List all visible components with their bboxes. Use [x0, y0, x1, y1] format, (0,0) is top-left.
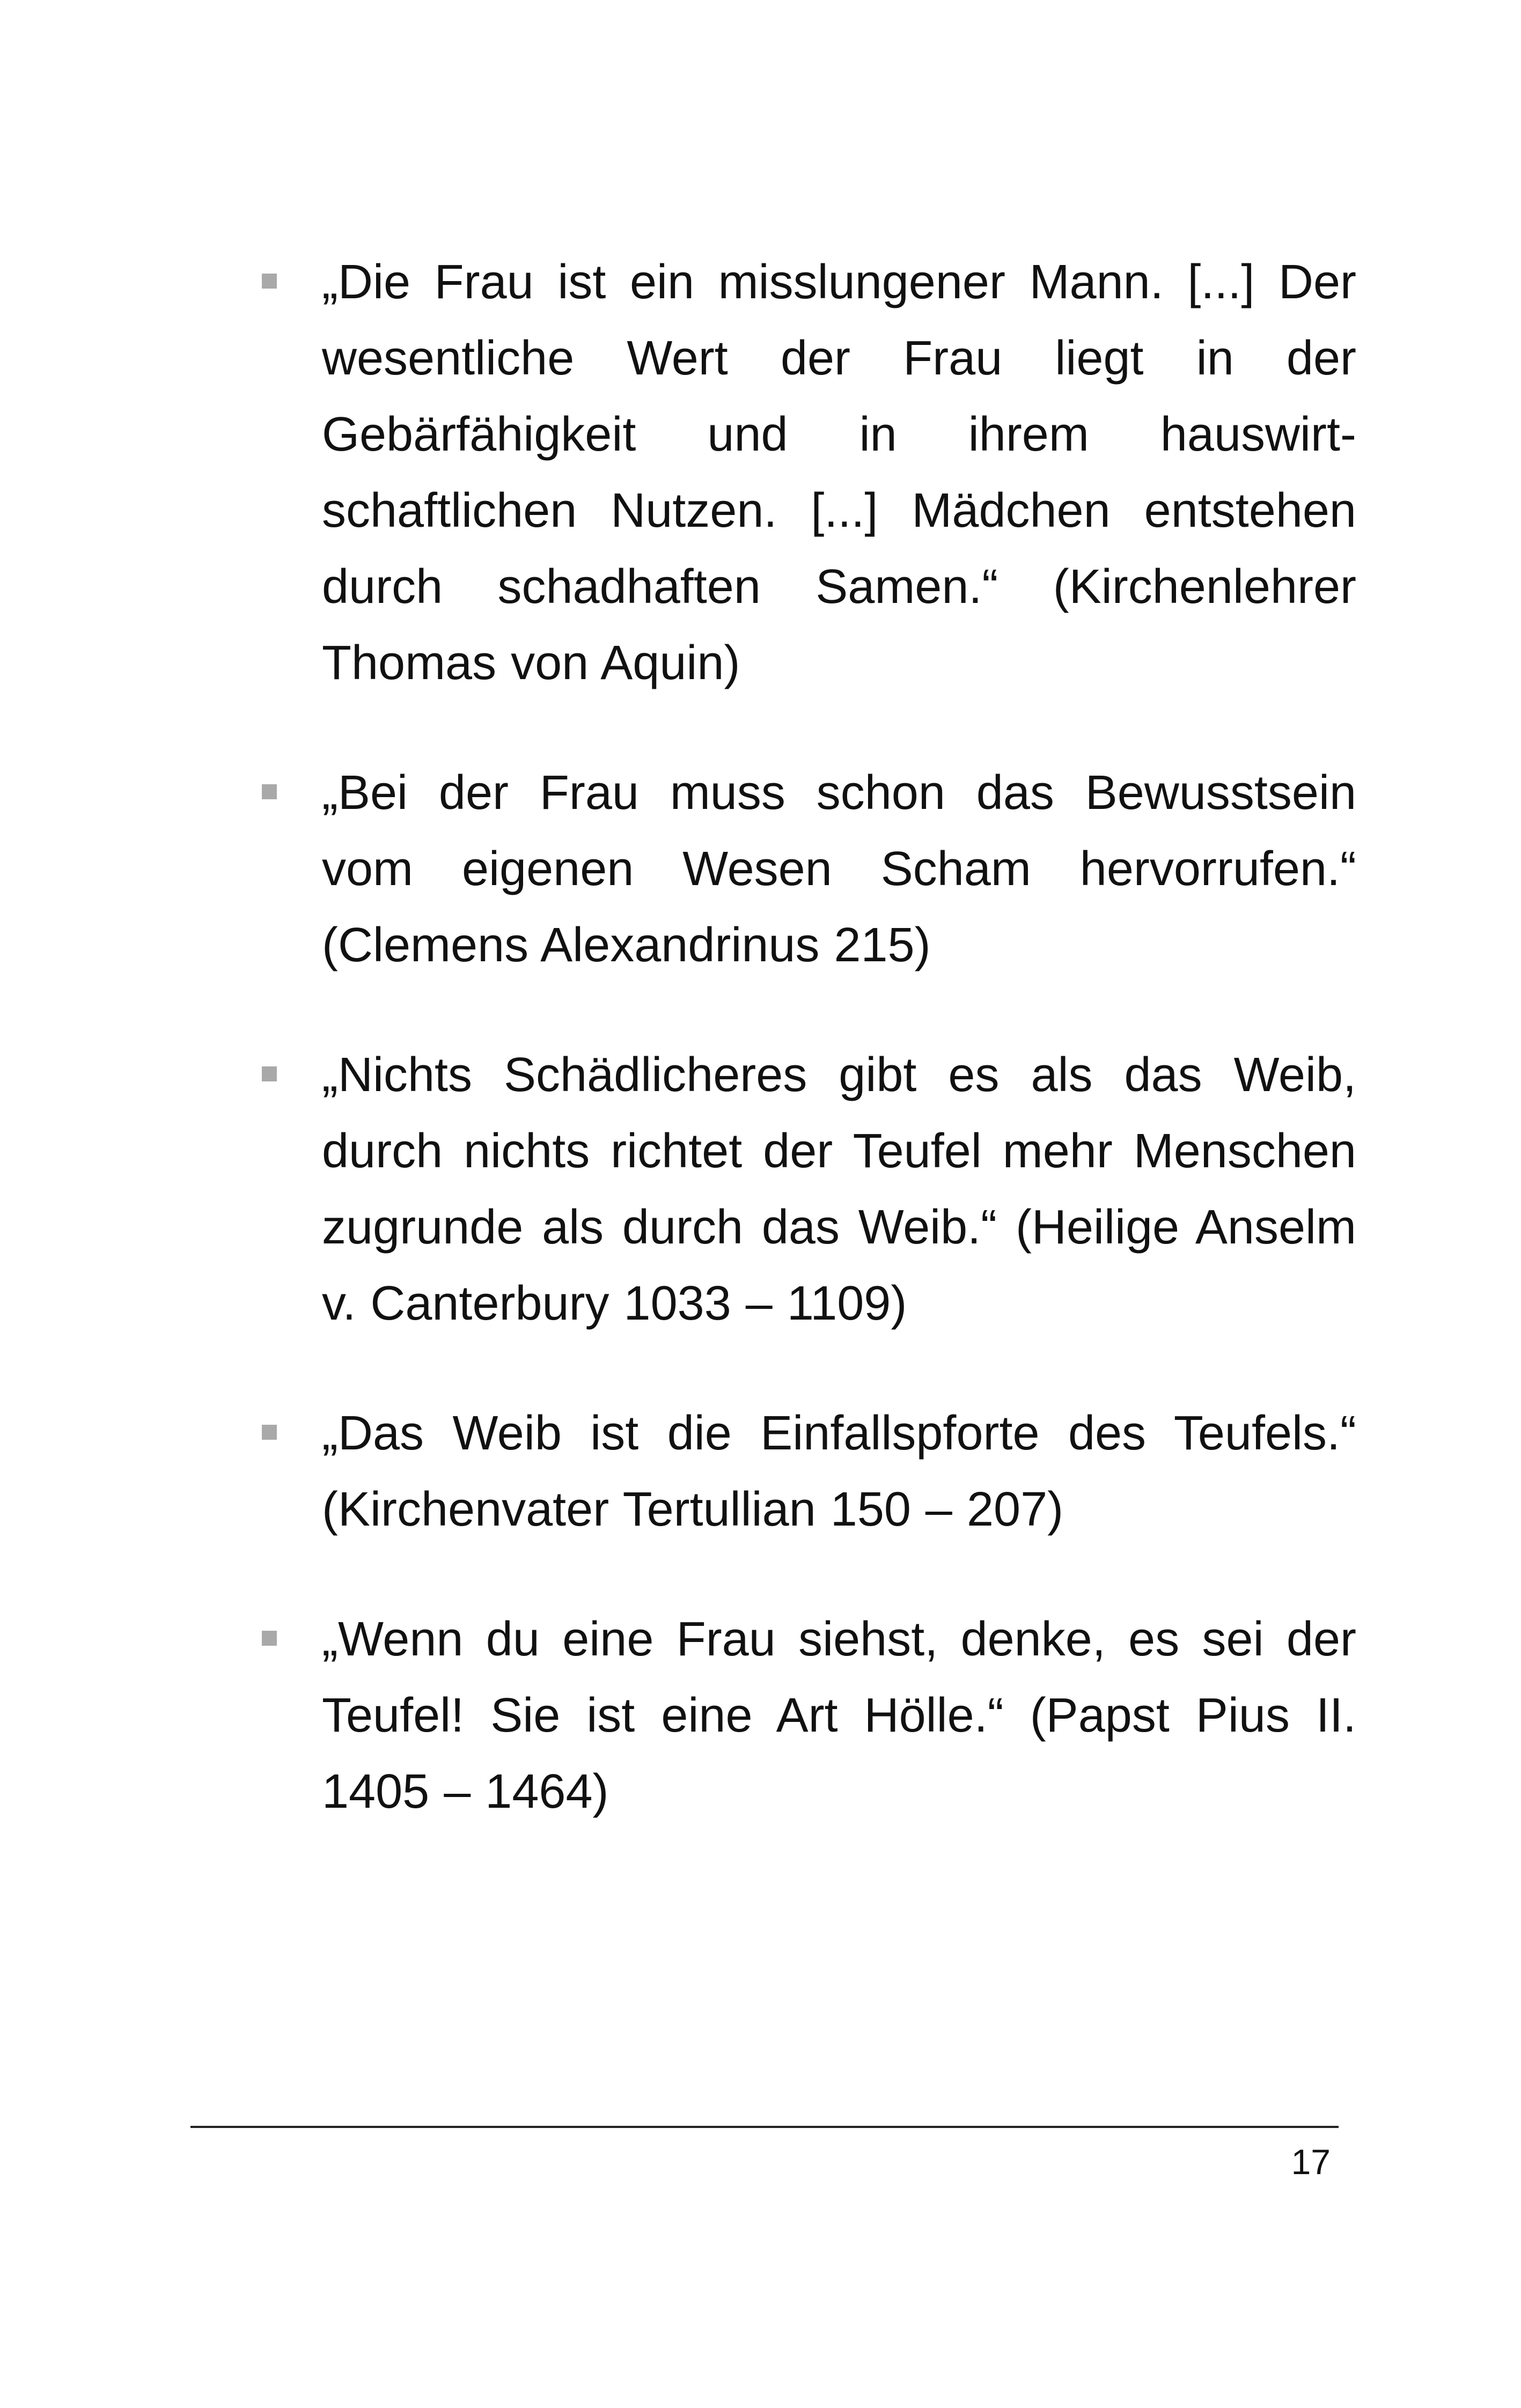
quote-text: „Das Weib ist die Einfallspforte des Teufels.“ (Kirchenvater Tertullian 150 – 207): [322, 1406, 1356, 1536]
quote-text: „Die Frau ist ein misslungener Mann. [...] Der wesentliche Wert der Frau liegt in der Gebärfähigkeit und in ihrem hauswirtschaftlichen Nutzen. [...] Mädchen entstehen durch schadhaften Samen.“ (Kirchenlehrer Thomas von Aquin): [322, 255, 1356, 690]
quote-item: [262, 1037, 1356, 1342]
square-bullet-icon: [262, 274, 277, 289]
quote-text: „Nichts Schädlicheres gibt es als das Weib, durch nichts richtet der Teufel mehr Menschen zugrunde als durch das Weib.“ (Heilige Anselm v. Canterbury 1033 – 1109): [322, 1048, 1356, 1330]
square-bullet-icon: [262, 1631, 277, 1646]
square-bullet-icon: [262, 1425, 277, 1440]
page-number: 17: [1291, 2142, 1331, 2182]
quote-list: [262, 244, 1356, 1883]
square-bullet-icon: [262, 784, 277, 799]
quote-text: „Wenn du eine Frau siehst, denke, es sei der Teufel! Sie ist eine Art Hölle.“ (Papst Pius II. 1405 – 1464): [322, 1612, 1356, 1818]
quote-item: [262, 244, 1356, 701]
quote-text: „Bei der Frau muss schon das Bewusstsein vom eigenen Wesen Scham hervorrufen.“ (Clemens Alexandrinus 215): [322, 766, 1356, 972]
footer-divider: [190, 2126, 1339, 2128]
square-bullet-icon: [262, 1066, 277, 1081]
quote-item: [262, 1601, 1356, 1830]
quote-item: [262, 755, 1356, 983]
quote-item: [262, 1395, 1356, 1548]
